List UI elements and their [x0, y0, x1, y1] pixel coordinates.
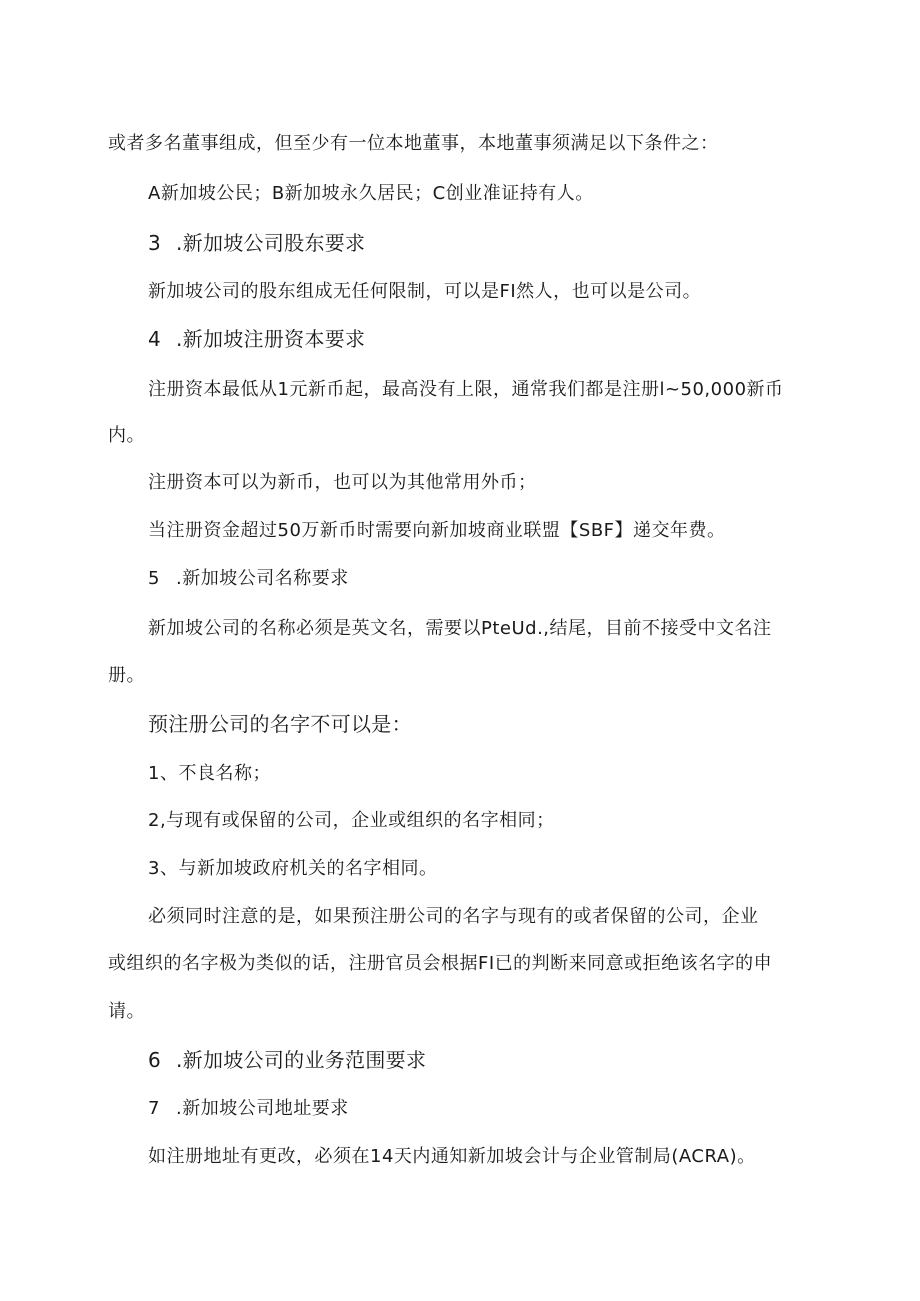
paragraph-capital-line-2: 内。 [108, 425, 145, 446]
heading-number: 6 [148, 1048, 162, 1072]
heading-title: .新加坡注册资本要求 [176, 327, 366, 351]
heading-title: .新加坡公司地址要求 [176, 1098, 349, 1119]
heading-title: .新加坡公司的业务范围要求 [176, 1048, 427, 1072]
paragraph-address: 如注册地址有更改，必须在14天内通知新加坡会计与企业管制局(ACRA)。 [148, 1146, 756, 1167]
paragraph-name-line-1: 新加坡公司的名称必须是英文名，需要以PteUd.,结尾，目前不接受中文名注 [148, 618, 772, 639]
paragraph-capital-sbf: 当注册资金超过50万新币时需要向新加坡商业联盟【SBF】递交年费。 [148, 520, 726, 541]
heading-number: 7 [148, 1098, 160, 1119]
heading-company-name [148, 567, 349, 591]
paragraph-directors-continued: 或者多名董事组成，但至少有一位本地董事，本地董事须满足以下条件之： [108, 133, 719, 154]
paragraph-note-line-3: 请。 [108, 1001, 145, 1022]
heading-shareholders [148, 231, 365, 255]
paragraph-note-line-1: 必须同时注意的是，如果预注册公司的名字与现有的或者保留的公司，企业 [148, 906, 759, 927]
paragraph-capital-line-1: 注册资本最低从1元新币起，最高没有上限，通常我们都是注册l~50,000新币 [148, 379, 784, 400]
paragraph-name-line-2: 册。 [108, 665, 145, 686]
heading-number: 5 [148, 568, 160, 589]
heading-business-scope [148, 1048, 426, 1072]
heading-preregistration: 预注册公司的名字不可以是： [148, 712, 412, 736]
paragraph-note-line-2: 或组织的名字极为类似的话，注册官员会根据FI已的判断来同意或拒绝该名字的申 [108, 953, 773, 974]
paragraph-director-types: A新加坡公民；B新加坡永久居民；C创业准证持有人。 [148, 183, 594, 204]
list-item-2: 2,与现有或保留的公司，企业或组织的名字相同； [148, 810, 555, 831]
heading-title: .新加坡公司名称要求 [176, 568, 349, 589]
heading-number: 4 [148, 327, 162, 351]
paragraph-shareholders: 新加坡公司的股东组成无任何限制，可以是FI然人，也可以是公司。 [148, 281, 702, 302]
heading-capital [148, 327, 365, 351]
heading-number: 3 [148, 231, 162, 255]
list-item-3: 3、与新加坡政府机关的名字相同。 [148, 858, 438, 879]
paragraph-capital-currency: 注册资本可以为新币，也可以为其他常用外币； [148, 472, 537, 493]
list-item-1: 1、不良名称； [148, 763, 271, 784]
heading-address [148, 1097, 349, 1121]
heading-title: .新加坡公司股东要求 [176, 231, 366, 255]
